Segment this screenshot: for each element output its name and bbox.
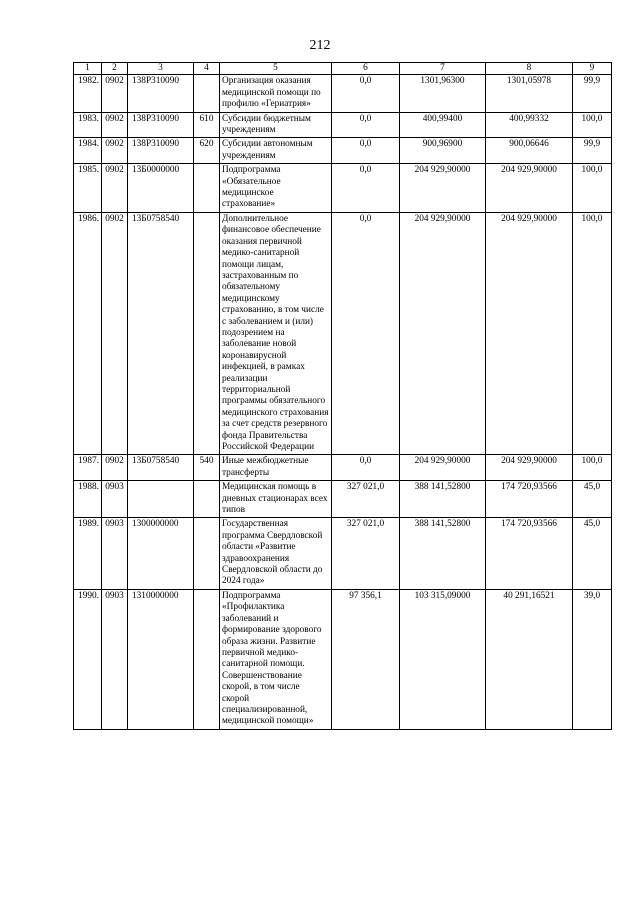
executed-amount-cell: 900,06646 (486, 138, 573, 164)
row-number-cell: 1984. (74, 138, 102, 164)
column-header: 8 (486, 63, 573, 75)
column-header: 7 (400, 63, 486, 75)
table-row (74, 481, 612, 518)
execution-percent-cell: 100,0 (573, 455, 612, 481)
column-header: 2 (102, 63, 128, 75)
row-number-cell: 1987. (74, 455, 102, 481)
table-header-row (74, 63, 612, 75)
item-name-cell: Подпрограмма «Обязательное медицинское страхование» (220, 164, 332, 213)
executed-amount-cell: 174 720,93566 (486, 481, 573, 518)
expense-type-cell: 620 (194, 138, 220, 164)
approved-amount-cell: 97 356,1 (332, 589, 400, 729)
approved-amount-cell: 0,0 (332, 138, 400, 164)
table-row (74, 138, 612, 164)
table-row (74, 518, 612, 589)
row-number-cell: 1982. (74, 75, 102, 112)
revised-amount-cell: 900,96900 (400, 138, 486, 164)
item-name-cell: Подпрограмма «Профилактика заболеваний и формирование здорового образа жизни. Развитие первичной медико-санитарной помощи. Совершенствование скорой, в том числе скорой специализированной, медицинской помощи» (220, 589, 332, 729)
revised-amount-cell: 204 929,90000 (400, 455, 486, 481)
target-article-cell: 13Б0758540 (128, 455, 194, 481)
revised-amount-cell: 1301,96300 (400, 75, 486, 112)
section-code-cell: 0902 (102, 138, 128, 164)
expense-type-cell (194, 589, 220, 729)
revised-amount-cell: 388 141,52800 (400, 481, 486, 518)
item-name-cell: Субсидии бюджетным учреждениям (220, 112, 332, 138)
executed-amount-cell: 204 929,90000 (486, 212, 573, 455)
expense-type-cell (194, 518, 220, 589)
executed-amount-cell: 1301,05978 (486, 75, 573, 112)
executed-amount-cell: 40 291,16521 (486, 589, 573, 729)
executed-amount-cell: 204 929,90000 (486, 455, 573, 481)
approved-amount-cell: 0,0 (332, 75, 400, 112)
section-code-cell: 0903 (102, 481, 128, 518)
expense-type-cell (194, 212, 220, 455)
target-article-cell (128, 481, 194, 518)
target-article-cell: 1300000000 (128, 518, 194, 589)
row-number-cell: 1986. (74, 212, 102, 455)
execution-percent-cell: 100,0 (573, 164, 612, 213)
item-name-cell: Медицинская помощь в дневных стационарах всех типов (220, 481, 332, 518)
revised-amount-cell: 388 141,52800 (400, 518, 486, 589)
column-header: 4 (194, 63, 220, 75)
row-number-cell: 1983. (74, 112, 102, 138)
revised-amount-cell: 204 929,90000 (400, 212, 486, 455)
executed-amount-cell: 400,99332 (486, 112, 573, 138)
approved-amount-cell: 0,0 (332, 212, 400, 455)
section-code-cell: 0903 (102, 589, 128, 729)
executed-amount-cell: 174 720,93566 (486, 518, 573, 589)
execution-percent-cell: 45,0 (573, 481, 612, 518)
expense-type-cell: 610 (194, 112, 220, 138)
table-row (74, 112, 612, 138)
table-row (74, 75, 612, 112)
budget-table (73, 62, 612, 730)
approved-amount-cell: 327 021,0 (332, 481, 400, 518)
execution-percent-cell: 100,0 (573, 212, 612, 455)
section-code-cell: 0902 (102, 75, 128, 112)
target-article-cell: 13Б0000000 (128, 164, 194, 213)
item-name-cell: Организация оказания медицинской помощи по профилю «Гериатрия» (220, 75, 332, 112)
column-header: 9 (573, 63, 612, 75)
column-header: 5 (220, 63, 332, 75)
table-body (74, 63, 612, 730)
target-article-cell: 138Р310090 (128, 75, 194, 112)
approved-amount-cell: 327 021,0 (332, 518, 400, 589)
section-code-cell: 0902 (102, 455, 128, 481)
column-header: 1 (74, 63, 102, 75)
column-header: 6 (332, 63, 400, 75)
execution-percent-cell: 39,0 (573, 589, 612, 729)
expense-type-cell (194, 481, 220, 518)
expense-type-cell (194, 164, 220, 213)
expense-type-cell (194, 75, 220, 112)
item-name-cell: Иные межбюджетные трансферты (220, 455, 332, 481)
approved-amount-cell: 0,0 (332, 164, 400, 213)
row-number-cell: 1988. (74, 481, 102, 518)
section-code-cell: 0902 (102, 112, 128, 138)
revised-amount-cell: 103 315,09000 (400, 589, 486, 729)
approved-amount-cell: 0,0 (332, 112, 400, 138)
target-article-cell: 13Б0758540 (128, 212, 194, 455)
row-number-cell: 1990. (74, 589, 102, 729)
target-article-cell: 1310000000 (128, 589, 194, 729)
revised-amount-cell: 204 929,90000 (400, 164, 486, 213)
expense-type-cell: 540 (194, 455, 220, 481)
execution-percent-cell: 99,9 (573, 138, 612, 164)
target-article-cell: 138Р310090 (128, 112, 194, 138)
row-number-cell: 1985. (74, 164, 102, 213)
item-name-cell: Дополнительное финансовое обеспечение оказания первичной медико-санитарной помощи лицам, застрахованным по обязательному медицинскому страхованию, в том числе с заболеванием и (или) подозрением на заболевание новой коронавирусной инфекцией, в рамках реализации территориальной программы обязательного медицинского страхования за счет средств резервного фонда Правительства Российской Федерации (220, 212, 332, 455)
executed-amount-cell: 204 929,90000 (486, 164, 573, 213)
table-row (74, 164, 612, 213)
page-number: 212 (309, 38, 331, 53)
target-article-cell: 138Р310090 (128, 138, 194, 164)
section-code-cell: 0902 (102, 212, 128, 455)
table-row (74, 455, 612, 481)
execution-percent-cell: 45,0 (573, 518, 612, 589)
column-header: 3 (128, 63, 194, 75)
table-row (74, 212, 612, 455)
revised-amount-cell: 400,99400 (400, 112, 486, 138)
section-code-cell: 0902 (102, 164, 128, 213)
row-number-cell: 1989. (74, 518, 102, 589)
table-row (74, 589, 612, 729)
item-name-cell: Субсидии автономным учреждениям (220, 138, 332, 164)
section-code-cell: 0903 (102, 518, 128, 589)
item-name-cell: Государственная программа Свердловской области «Развитие здравоохранения Свердловской области до 2024 года» (220, 518, 332, 589)
execution-percent-cell: 99,9 (573, 75, 612, 112)
approved-amount-cell: 0,0 (332, 455, 400, 481)
execution-percent-cell: 100,0 (573, 112, 612, 138)
